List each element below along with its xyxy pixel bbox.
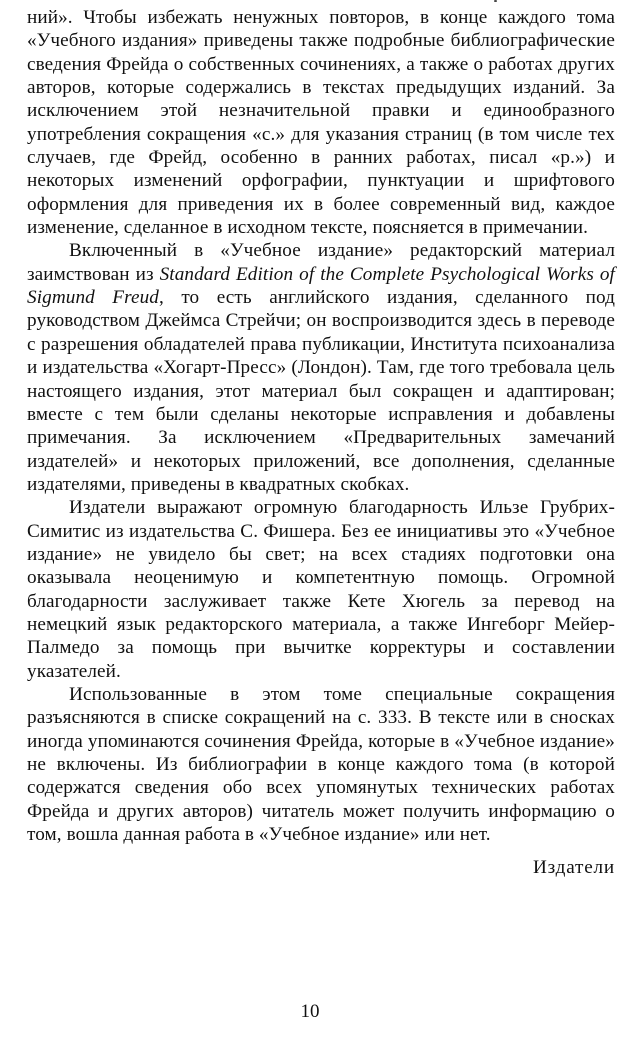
paragraph-text: Использованные в этом томе специальные сокращения разъясняются в списке сокращений на с. 333. В тексте или в сносках иногда упоминаются сочинения Фрейда, которые в «Учебное издание» не включены. Из библиографии в конце каждого тома (в которой содержатся сведения обо всех упомянутых технических работах Фрейда и других авторов) читатель может получить информацию о том, вошла данная работа в «Учебное издание» или нет.: [27, 683, 615, 846]
paragraph: [27, 6, 615, 239]
signature-publishers: Издатели: [532, 857, 615, 878]
paragraph-text: ний». Чтобы избежать ненужных повторов, в конце каждого тома «Учебного издания» приведены также подробные библиографические сведения Фрейда о собственных сочинениях, а также о работах других авторов, которые содержались в текстах предыдущих изданий. За исключением этой незначительной правки и единообразного употребления сокращения «с.» для указания страниц (в том числе тех случаев, где Фрейд, особенно в ранних работах, писал «р.») и некоторых изменений орфографии, пунктуации и шрифтового оформления для приведения их в более современный вид, каждое изменение, сделанное в исходном тексте, поясняется в примечании.: [27, 7, 615, 239]
scan-speck: [494, 0, 497, 2]
paragraph: [27, 496, 615, 683]
paragraph-text: Издатели выражают огромную благодарность Ильзе Грубрих-Симитис из издательства С. Фишера. Без ее инициативы это «Учебное издание» не увидело бы свет; на всех стадиях подготовки она оказывала неоценимую и компетентную помощь. Огромной благодарности заслуживает также Кете Хюгель за перевод на немецкий язык редакторского материала, а также Ингеборг Мейер-Палмедо за помощь при вычитке корректуры и составлении указателей.: [27, 497, 615, 682]
paragraph-text: Включенный в «Учебное издание» редакторский материал заимствован из: [27, 240, 615, 285]
paragraph-italic-title: Standard Edition of the Complete Psychological Works of Sigmund Freud: [27, 263, 615, 309]
paragraph-text: , то есть английского издания, сделанного под руководством Джеймса Стрейчи; он воспроизводится здесь в переводе с разрешения обладателей права публикации, Института психоанализа и издательства «Хогарт-Пресс» (Лондон). Там, где того требовала цель настоящего издания, этот материал был сокращен и адаптирован; вместе с тем были сделаны некоторые исправления и добавлены примечания. За исключением «Предварительных замечаний издателей» и некоторых приложений, все дополнения, сделанные издателями, приведены в квадратных скобках.: [27, 287, 615, 495]
paragraph: [27, 239, 615, 496]
paragraph: [27, 683, 615, 846]
body-text: [27, 6, 615, 846]
page-number: 10: [300, 1001, 320, 1022]
